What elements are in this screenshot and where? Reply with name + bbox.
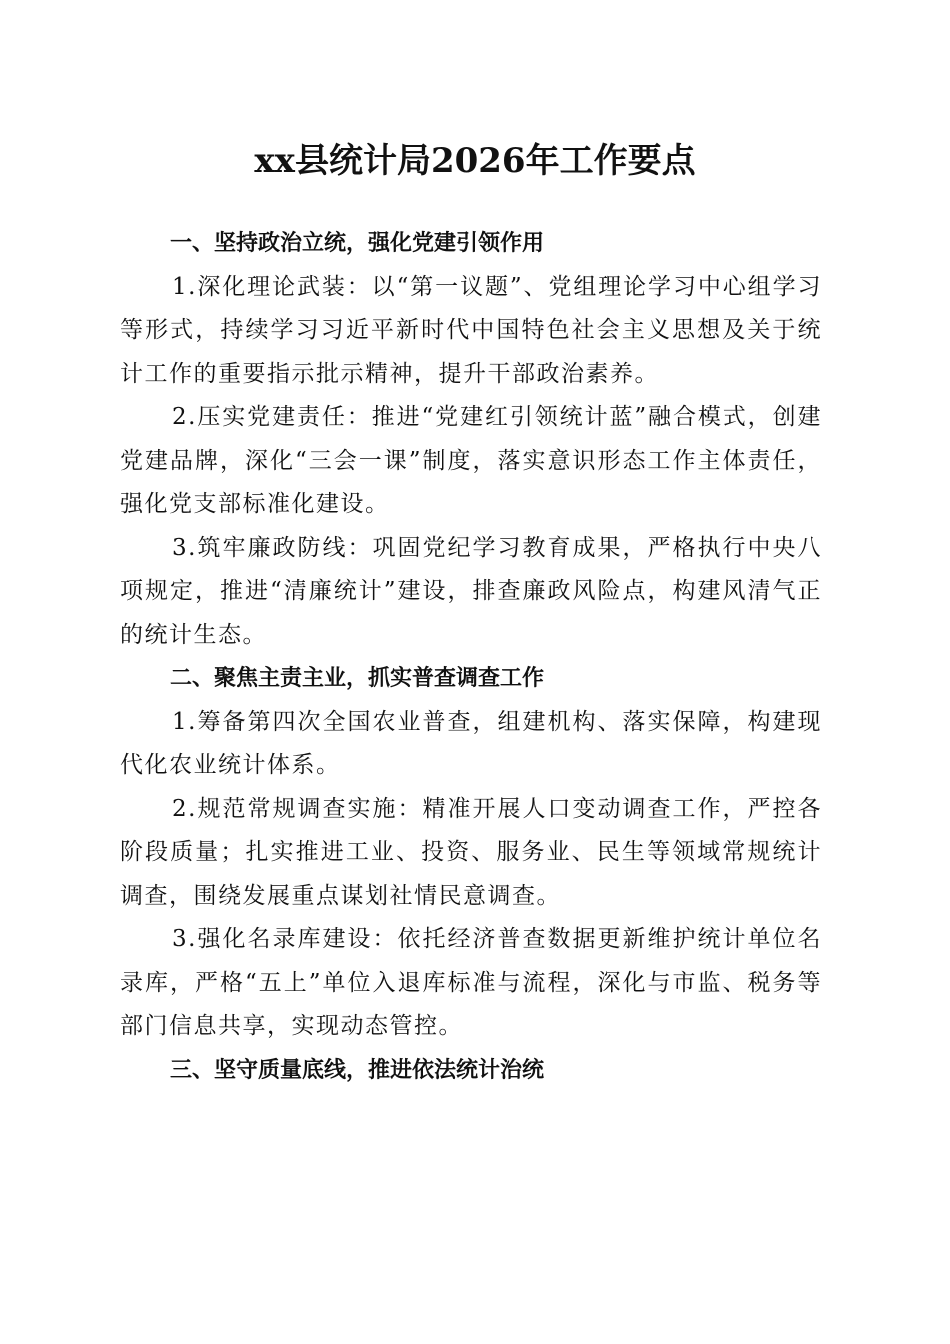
document-title: xx县统计局2026年工作要点 bbox=[254, 141, 696, 181]
section-item: 1.筹备第四次全国农业普查，组建机构、落实保障，构建现代化农业统计体系。 bbox=[120, 708, 822, 778]
section-heading: 二、聚焦主责主业，抓实普查调查工作 bbox=[170, 666, 545, 691]
section-item: 2.规范常规调查实施：精准开展人口变动调查工作，严控各阶段质量；扎实推进工业、投资、服务业、民生等领域常规统计调查，围绕发展重点谋划社情民意调查。 bbox=[120, 795, 822, 909]
section-heading: 一、坚持政治立统，强化党建引领作用 bbox=[170, 231, 545, 256]
document-body bbox=[120, 222, 822, 1092]
section-item: 3.强化名录库建设：依托经济普查数据更新维护统计单位名录库，严格“五上”单位入退库标准与流程，深化与市监、税务等部门信息共享，实现动态管控。 bbox=[120, 926, 822, 1039]
section-heading: 三、坚守质量底线，推进依法统计治统 bbox=[170, 1057, 545, 1083]
section-item: 2.压实党建责任：推进“党建红引领统计蓝”融合模式，创建党建品牌，深化“三会一课”制度，落实意识形态工作主体责任，强化党支部标准化建设。 bbox=[120, 404, 822, 517]
section-item: 1.深化理论武装：以“第一议题”、党组理论学习中心组学习等形式，持续学习习近平新时代中国特色社会主义思想及关于统计工作的重要指示批示精神，提升干部政治素养。 bbox=[120, 273, 822, 387]
section-item: 3.筑牢廉政防线：巩固党纪学习教育成果，严格执行中央八项规定，推进“清廉统计”建设，排查廉政风险点，构建风清气正的统计生态。 bbox=[120, 534, 822, 648]
